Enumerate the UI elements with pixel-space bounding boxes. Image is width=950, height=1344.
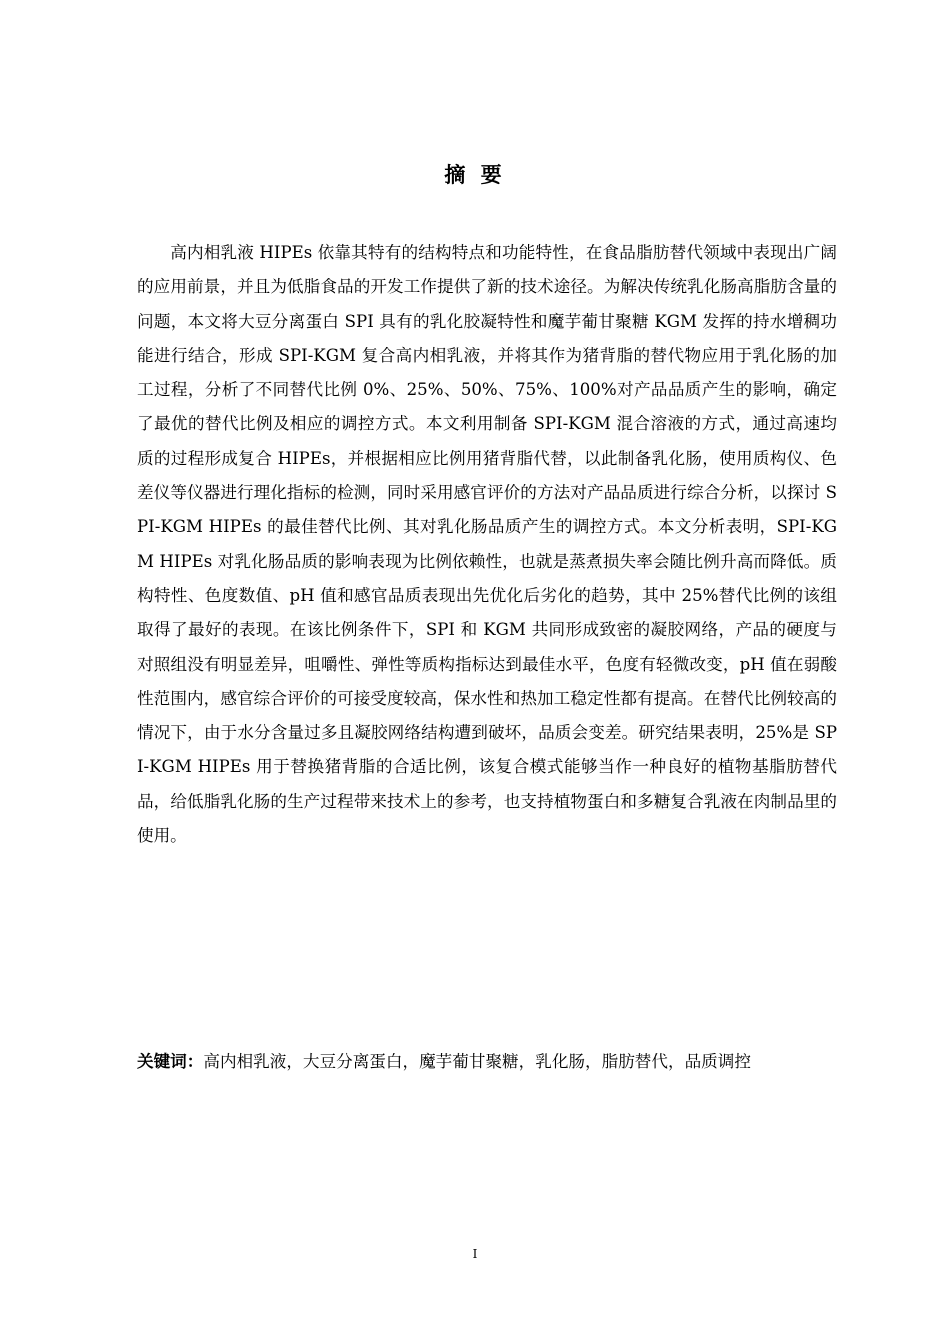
page-number: I <box>472 1247 478 1261</box>
keywords-label: 关键词： <box>137 1052 204 1071</box>
keywords-list: 高内相乳液，大豆分离蛋白，魔芋葡甘聚糖，乳化肠，脂肪替代，品质调控 <box>203 1052 751 1071</box>
abstract-body: 高内相乳液 HIPEs 依靠其特有的结构特点和功能特性，在食品脂肪替代领域中表现出广阔的应用前景，并且为低脂食品的开发工作提供了新的技术途径。为解决传统乳化肠高脂肪含量的问题，本文将大豆分离蛋白 SPI 具有的乳化胶凝特性和魔芋葡甘聚糖 KGM 发挥的持水增稠功能进行结合，形成 SPI-KGM 复合高内相乳液，并将其作为猪背脂的替代物应用于乳化肠的加工过程，分析了不同替代比例 0%、25%、50%、75%、100%对产品品质产生的影响，确定了最优的替代比例及相应的调控方式。本文利用制备 SPI-KGM 混合溶液的方式，通过高速均质的过程形成复合 HIPEs，并根据相应比例用猪背脂代替，以此制备乳化肠，使用质构仪、色差仪等仪器进行理化指标的检测，同时采用感官评价的方法对产品品质进行综合分析，以探讨 SPI-KGM HIPEs 的最佳替代比例、其对乳化肠品质产生的调控方式。本文分析表明，SPI-KGM HIPEs 对乳化肠品质的影响表现为比例依赖性，也就是蒸煮损失率会随比例升高而降低。质构特性、色度数值、pH 值和感官品质表现出先优化后劣化的趋势，其中 25%替代比例的该组取得了最好的表现。在该比例条件下，SPI 和 KGM 共同形成致密的凝胶网络，产品的硬度与对照组没有明显差异，咀嚼性、弹性等质构指标达到最佳水平，色度有轻微改变，pH 值在弱酸性范围内，感官综合评价的可接受度较高，保水性和热加工稳定性都有提高。在替代比例较高的情况下，由于水分含量过多且凝胶网络结构遭到破坏，品质会变差。研究结果表明，25%是 SPI-KGM HIPEs 用于替换猪背脂的合适比例，该复合模式能够当作一种良好的植物基脂肪替代品，给低脂乳化肠的生产过程带来技术上的参考，也支持植物蛋白和多糖复合乳液在肉制品里的使用。 <box>137 243 837 846</box>
keywords-paragraph <box>137 1043 837 1080</box>
abstract-title: 摘 要 <box>444 163 506 187</box>
